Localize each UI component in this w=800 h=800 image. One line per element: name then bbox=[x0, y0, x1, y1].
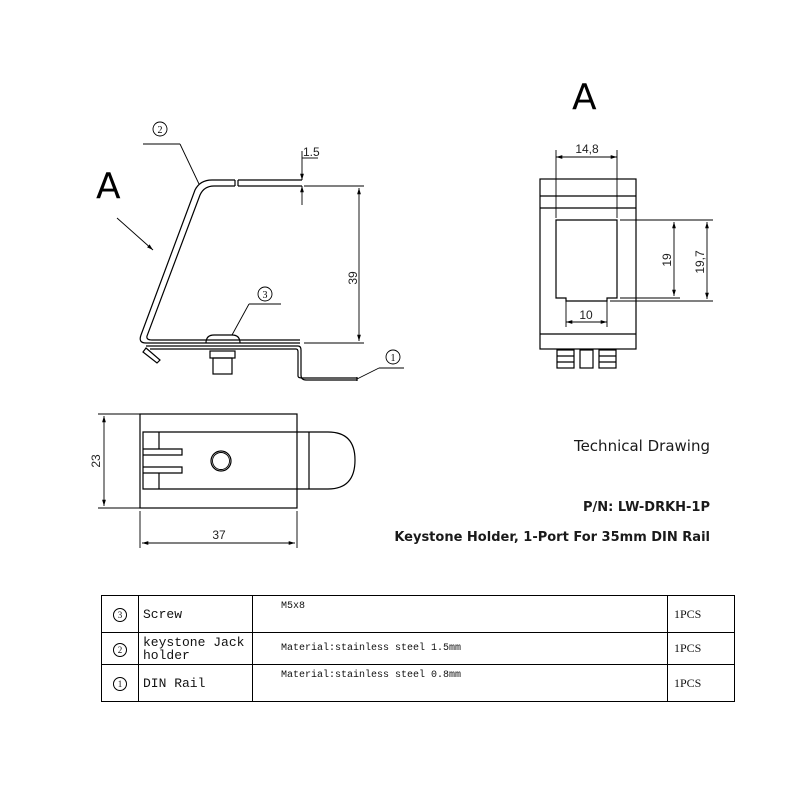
side-view bbox=[96, 122, 404, 381]
screw-shank bbox=[213, 358, 232, 374]
dim-thickness: 1.5 bbox=[303, 145, 320, 159]
dim-outer-width: 14,8 bbox=[575, 142, 599, 156]
item-name: keystone Jack holder bbox=[139, 633, 253, 665]
dim-height: 39 bbox=[346, 271, 360, 285]
top-view bbox=[89, 414, 355, 548]
item-name: DIN Rail bbox=[139, 665, 253, 702]
part-description: Keystone Holder, 1-Port For 35mm DIN Rail bbox=[394, 530, 710, 545]
item-spec: Material:stainless steel 1.5mm bbox=[253, 633, 668, 665]
dim-top-height: 23 bbox=[89, 454, 103, 468]
bom-row bbox=[102, 633, 735, 665]
item-number: 1 bbox=[113, 677, 127, 691]
din-rail-profile bbox=[146, 346, 357, 380]
screw-head bbox=[206, 335, 240, 343]
dim-notch-width: 10 bbox=[579, 308, 593, 322]
item-qty: 1PCS bbox=[668, 633, 735, 665]
screw-nut bbox=[210, 351, 235, 358]
svg-text:2: 2 bbox=[157, 125, 163, 136]
keystone-holder-profile bbox=[140, 180, 300, 343]
item-spec: M5x8 bbox=[253, 596, 668, 633]
dim-inner-height: 19 bbox=[660, 253, 674, 267]
part-number: P/N: LW-DRKH-1P bbox=[582, 500, 710, 515]
view-direction-label: A bbox=[96, 166, 121, 207]
holder-plate bbox=[143, 432, 355, 489]
dim-total-height: 19,7 bbox=[693, 250, 707, 274]
keystone-opening bbox=[556, 220, 617, 301]
svg-text:3: 3 bbox=[262, 290, 268, 301]
top-view-outline bbox=[140, 414, 297, 508]
item-number: 3 bbox=[113, 608, 127, 622]
dim-top-length: 37 bbox=[212, 528, 226, 542]
screw-hole bbox=[211, 451, 231, 471]
view-direction-arrow bbox=[117, 218, 153, 250]
bill-of-materials bbox=[101, 595, 735, 702]
view-a-body bbox=[540, 179, 636, 349]
item-spec: Material:stainless steel 0.8mm bbox=[253, 665, 668, 702]
view-a-label: A bbox=[572, 77, 597, 118]
item-qty: 1PCS bbox=[668, 596, 735, 633]
front-view-a bbox=[540, 77, 713, 368]
item-number: 2 bbox=[113, 643, 127, 657]
bom-row bbox=[102, 665, 735, 702]
bom-row bbox=[102, 596, 735, 633]
drawing-title: Technical Drawing bbox=[573, 437, 710, 455]
item-qty: 1PCS bbox=[668, 665, 735, 702]
item-name: Screw bbox=[139, 596, 253, 633]
svg-text:1: 1 bbox=[390, 353, 396, 364]
